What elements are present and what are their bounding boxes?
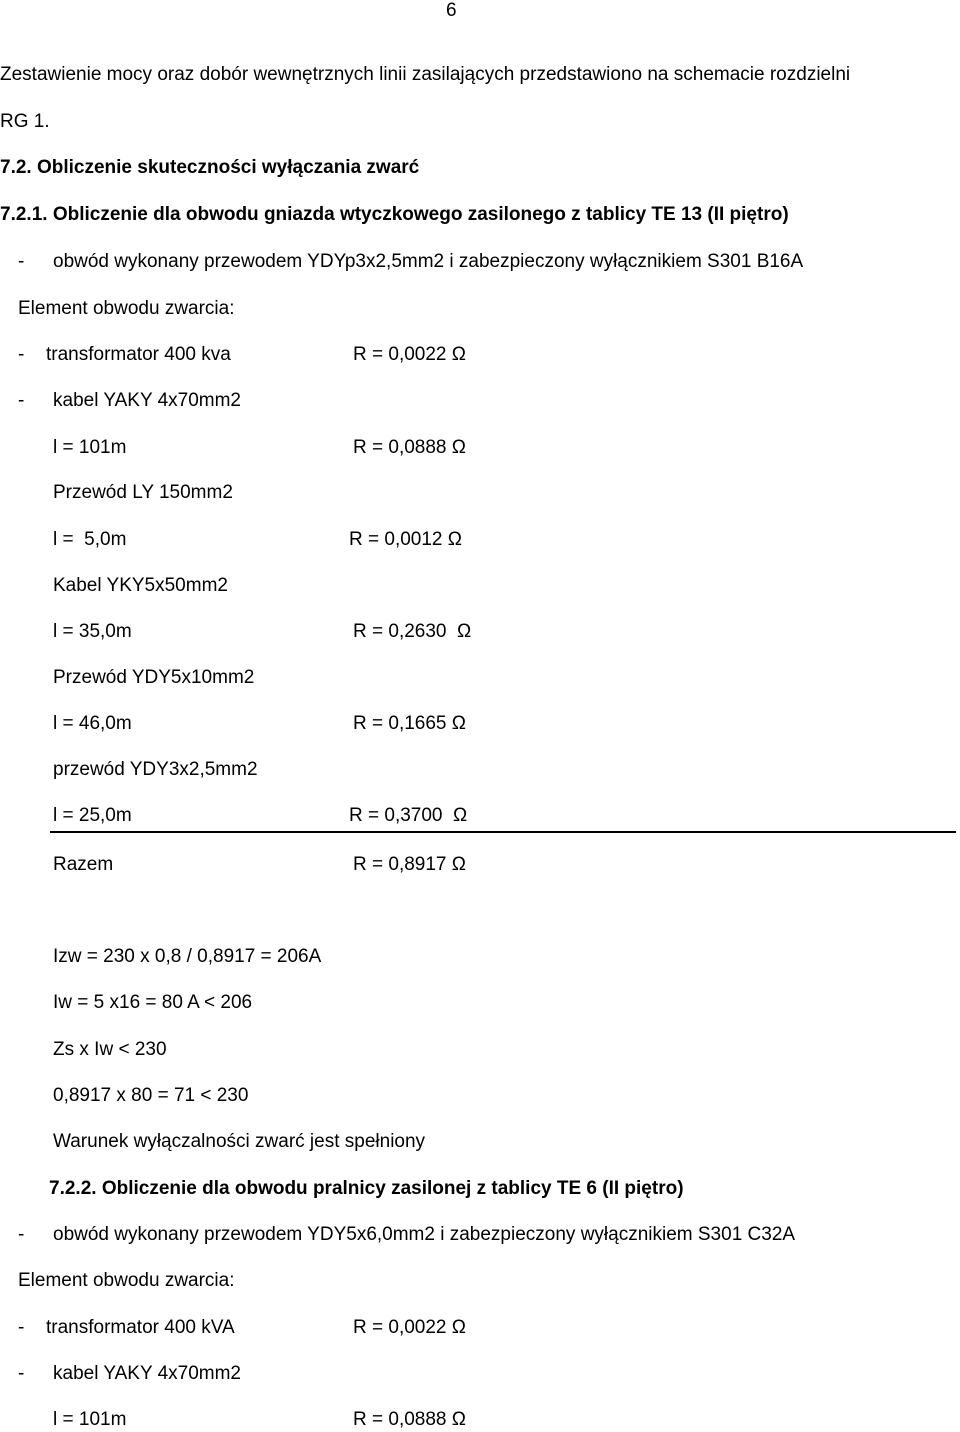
- cable1-resistance: R = 0,0888 Ω: [353, 437, 466, 458]
- sum-rule: [50, 831, 956, 833]
- intro-paragraph-line-1: Zestawienie mocy oraz dobór wewnętrznych linii zasilających przedstawiono na schemacie rozdzielni: [0, 64, 851, 85]
- calc-line-izw: Izw = 230 x 0,8 / 0,8917 = 206A: [53, 946, 322, 967]
- transformer2-name: transformator 400 kVA: [46, 1317, 235, 1338]
- circuit2-description-dash: -: [18, 1224, 25, 1245]
- intro-paragraph-line-2: RG 1.: [0, 111, 50, 132]
- total-resistance: R = 0,8917 Ω: [353, 854, 466, 875]
- calc-line-iw: Iw = 5 x16 = 80 A < 206: [53, 992, 253, 1013]
- cable2-name: Kabel YKY5x50mm2: [53, 575, 228, 596]
- page-number: 6: [446, 0, 457, 21]
- cable1-dash: -: [18, 390, 25, 411]
- section-heading-7-2-2: 7.2.2. Obliczenie dla obwodu pralnicy zasilonej z tablicy TE 6 (II piętro): [49, 1178, 684, 1199]
- transformer-resistance: R = 0,0022 Ω: [353, 344, 466, 365]
- transformer-name: transformator 400 kva: [46, 344, 231, 365]
- calc-line-check: 0,8917 x 80 = 71 < 230: [53, 1085, 249, 1106]
- transformer2-resistance: R = 0,0022 Ω: [353, 1317, 466, 1338]
- elements-label: Element obwodu zwarcia:: [18, 298, 235, 319]
- wire3-name: przewód YDY3x2,5mm2: [53, 759, 258, 780]
- cable2-resistance: R = 0,2630 Ω: [353, 621, 472, 642]
- wire1-name: Przewód LY 150mm2: [53, 482, 233, 503]
- elements-label-2: Element obwodu zwarcia:: [18, 1270, 235, 1291]
- transformer2-dash: -: [18, 1317, 25, 1338]
- section-heading-7-2-1: 7.2.1. Obliczenie dla obwodu gniazda wtyczkowego zasilonego z tablicy TE 13 (II piętro): [0, 204, 789, 225]
- calc-line-condition: Zs x Iw < 230: [53, 1039, 167, 1060]
- wire2-name: Przewód YDY5x10mm2: [53, 667, 255, 688]
- section-heading-7-2: 7.2. Obliczenie skuteczności wyłączania zwarć: [0, 157, 420, 178]
- wire2-length: l = 46,0m: [53, 713, 132, 734]
- wire3-resistance: R = 0,3700 Ω: [349, 805, 468, 826]
- cable2-length: l = 35,0m: [53, 621, 132, 642]
- total-label: Razem: [53, 854, 114, 875]
- transformer-dash: -: [18, 344, 25, 365]
- cable1-length: l = 101m: [53, 437, 127, 458]
- cable1b-length: l = 101m: [53, 1409, 127, 1430]
- cable1b-dash: -: [18, 1363, 25, 1384]
- wire1-resistance: R = 0,0012 Ω: [349, 529, 462, 550]
- circuit-description: obwód wykonany przewodem YDYp3x2,5mm2 i zabezpieczony wyłącznikiem S301 B16A: [53, 251, 804, 272]
- conclusion: Warunek wyłączalności zwarć jest spełniony: [53, 1131, 426, 1152]
- wire2-resistance: R = 0,1665 Ω: [353, 713, 466, 734]
- circuit-description-dash: -: [18, 251, 25, 272]
- wire3-length: l = 25,0m: [53, 805, 132, 826]
- circuit2-description: obwód wykonany przewodem YDY5x6,0mm2 i zabezpieczony wyłącznikiem S301 C32A: [53, 1224, 796, 1245]
- cable1-name: kabel YAKY 4x70mm2: [53, 390, 241, 411]
- cable1b-name: kabel YAKY 4x70mm2: [53, 1363, 241, 1384]
- wire1-length: l = 5,0m: [53, 529, 127, 550]
- cable1b-resistance: R = 0,0888 Ω: [353, 1409, 466, 1430]
